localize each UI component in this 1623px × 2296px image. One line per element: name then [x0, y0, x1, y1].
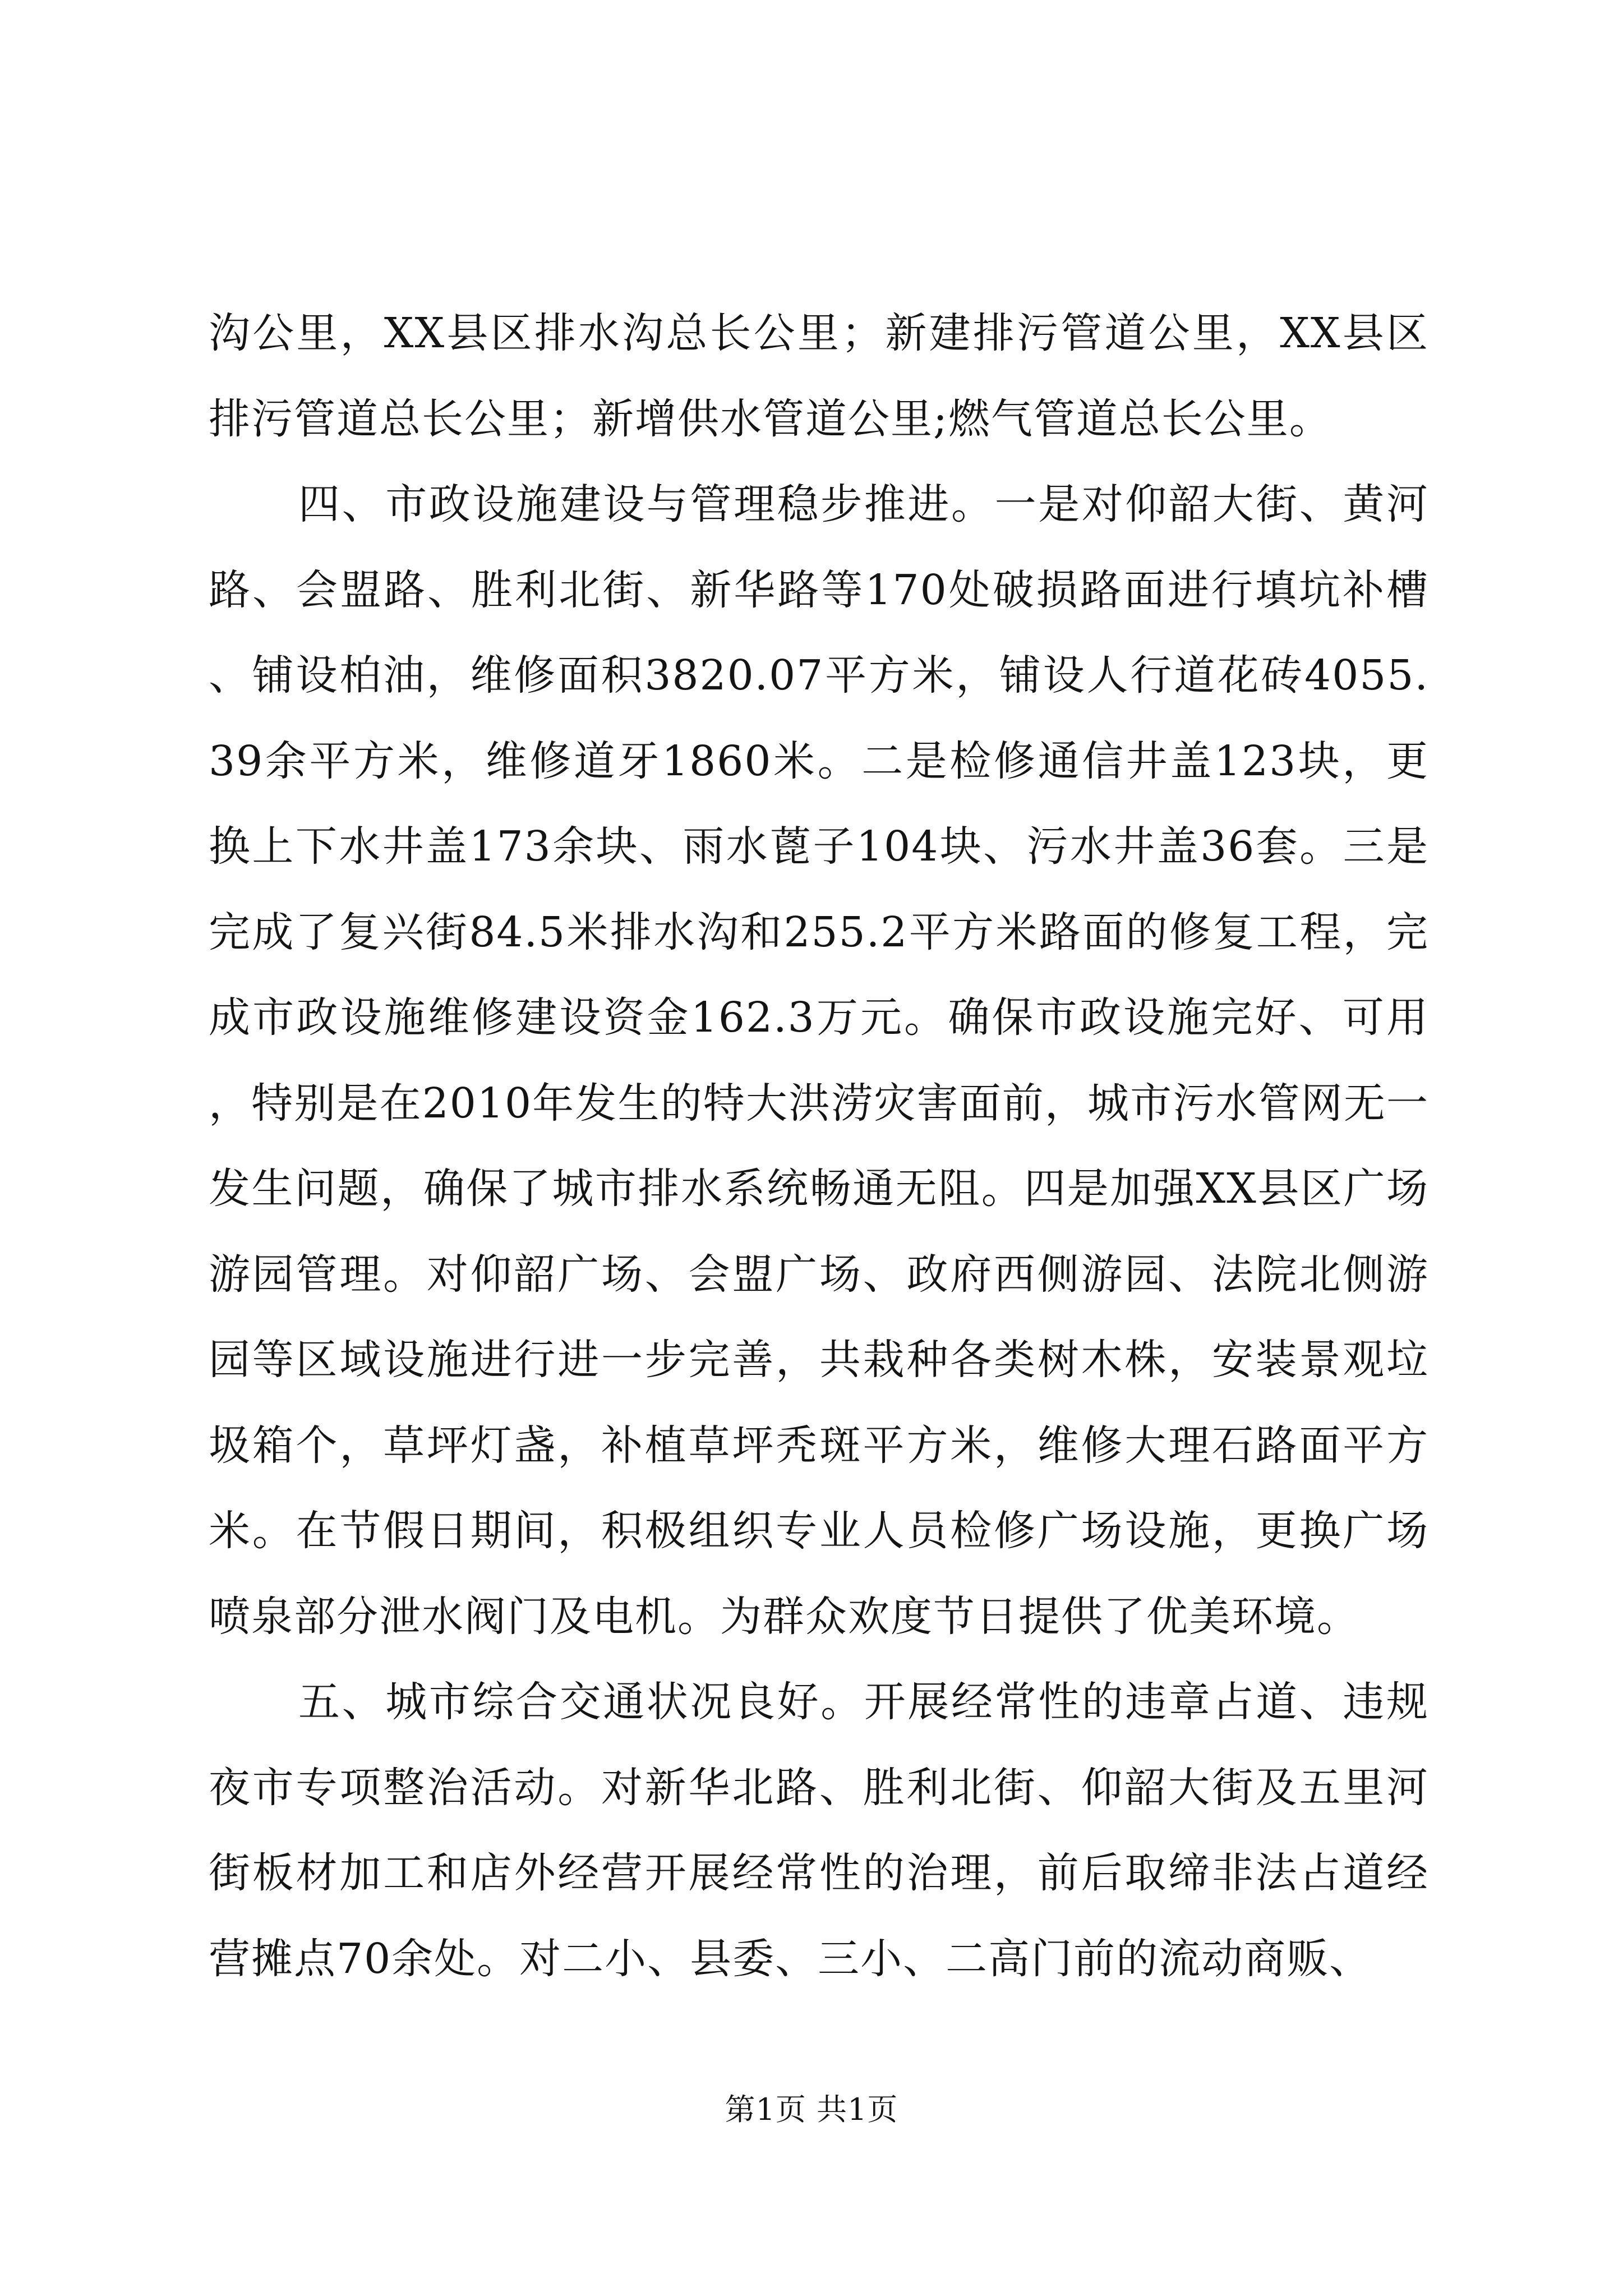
paragraph-traffic: 五、城市综合交通状况良好。开展经常性的违章占道、违规夜市专项整治活动。对新华北路、胜利北街、仰韶大街及五里河街板材加工和店外经营开展经常性的治理，前后取缔非法占道经营摊点70余处。对二小、县委、三小、二高门前的流动商贩、 [209, 1678, 1429, 1983]
paragraph-continuation: 沟公里，XX县区排水沟总长公里；新建排污管道公里，XX县区排污管道总长公里；新增供水管道公里;燃气管道总长公里。 [209, 309, 1429, 443]
document-body [209, 291, 1429, 2001]
page-footer: 第1页 共1页 [725, 2092, 898, 2127]
paragraph-municipal-facilities: 四、市政设施建设与管理稳步推进。一是对仰韶大街、黄河路、会盟路、胜利北街、新华路等170处破损路面进行填坑补槽、铺设柏油，维修面积3820.07平方米，铺设人行道花砖4055.39余平方米，维修道牙1860米。二是检修通信井盖123块，更换上下水井盖173余块、雨水蓖子104块、污水井盖36套。三是完成了复兴街84.5米排水沟和255.2平方米路面的修复工程，完成市政设施维修建设资金162.3万元。确保市政设施完好、可用，特别是在2010年发生的特大洪涝灾害面前，城市污水管网无一发生问题，确保了城市排水系统畅通无阻。四是加强XX县区广场游园管理。对仰韶广场、会盟广场、政府西侧游园、法院北侧游园等区域设施进行进一步完善，共栽种各类树木株，安装景观垃圾箱个，草坪灯盏，补植草坪秃斑平方米，维修大理石路面平方米。在节假日期间，积极组织专业人员检修广场设施，更换广场喷泉部分泄水阀门及电机。为群众欢度节日提供了优美环境。 [209, 480, 1429, 1641]
